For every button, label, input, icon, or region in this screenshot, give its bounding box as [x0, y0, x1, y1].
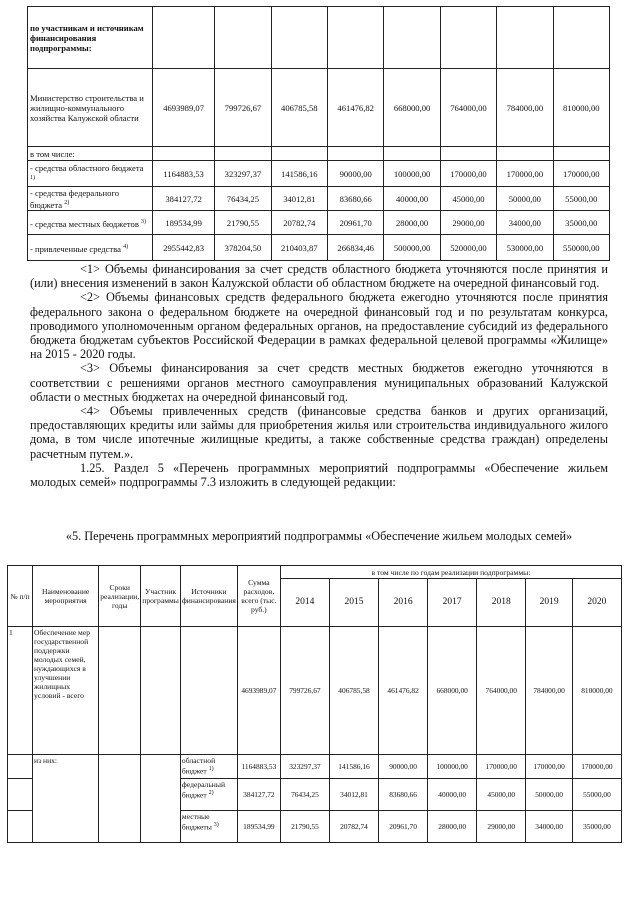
- source-label: федеральный бюджет $^{2)}$: [180, 779, 237, 811]
- of-them-label: из них:: [33, 755, 99, 843]
- table-cell: 40000,00: [428, 779, 477, 811]
- table-cell: 20961,70: [328, 211, 384, 235]
- table-cell: 461476,82: [379, 627, 428, 755]
- row-label: - средства федерального бюджета $^{2)}$: [28, 187, 153, 211]
- table-cell: 35000,00: [572, 811, 621, 843]
- table-cell: 100000,00: [384, 161, 440, 187]
- col-header-year: 2017: [428, 579, 477, 627]
- source-label: местные бюджеты $^{3)}$: [180, 811, 237, 843]
- footnote-4: <4> Объемы привлеченных средств (финансовые средства банков и других организаций, предоставляющих кредиты или займы для приобретения жилья или строительства индивидуального жилого дома, в том числе ипотечные жилищные кредиты, а также собственные средства граждан) определены расчетным путем.».: [30, 404, 608, 461]
- table-cell: 406785,58: [271, 69, 327, 147]
- table-cell: 40000,00: [384, 187, 440, 211]
- footnote-1: <1> Объемы финансирования за счет средств областного бюджета уточняются после принятия и (или) внесения изменений в закон Калужской области об областном бюджете на очередной финансовый год.: [30, 262, 608, 291]
- table-cell: 323297,37: [215, 161, 271, 187]
- table-cell: 34012,81: [329, 779, 378, 811]
- table-cell: 500000,00: [384, 235, 440, 261]
- table-cell: 20961,70: [379, 811, 428, 843]
- table-cell: 764000,00: [440, 69, 496, 147]
- table-cell: 20782,74: [329, 811, 378, 843]
- table-cell: 45000,00: [477, 779, 526, 811]
- table-cell: 21790,55: [215, 211, 271, 235]
- table-cell: 189534,99: [153, 211, 215, 235]
- col-header-year: 2014: [280, 579, 329, 627]
- table-cell: 550000,00: [553, 235, 609, 261]
- table-row: [28, 7, 610, 69]
- section-heading: «5. Перечень программных мероприятий подпрограммы «Обеспечение жильем молодых семей»: [65, 529, 573, 543]
- col-header-terms: Сроки реализации, годы: [99, 566, 141, 627]
- table-row: [28, 187, 610, 211]
- row-label: Министерство строительства и жилищно-коммунального хозяйства Калужской области: [28, 69, 153, 147]
- table-cell: 50000,00: [526, 779, 573, 811]
- table-row: [28, 69, 610, 147]
- table-cell: 28000,00: [428, 811, 477, 843]
- col-header-source: Источники финансирования: [180, 566, 237, 627]
- col-header-year: 2015: [329, 579, 378, 627]
- table-cell: 141586,16: [329, 755, 378, 779]
- col-header-year: 2016: [379, 579, 428, 627]
- row-label: - привлеченные средства $^{4)}$: [28, 235, 153, 261]
- col-header-year: 2020: [572, 579, 621, 627]
- table-cell: 170000,00: [497, 161, 553, 187]
- table-cell: 170000,00: [440, 161, 496, 187]
- table-cell: 45000,00: [440, 187, 496, 211]
- table-cell: 799726,67: [280, 627, 329, 755]
- table-cell: 323297,37: [280, 755, 329, 779]
- table-cell: 34000,00: [497, 211, 553, 235]
- table-cell: 530000,00: [497, 235, 553, 261]
- table-cell: 799726,67: [215, 69, 271, 147]
- table-cell: 668000,00: [428, 627, 477, 755]
- table-cell: 83680,66: [328, 187, 384, 211]
- table-row: [28, 147, 610, 161]
- table-cell: 29000,00: [477, 811, 526, 843]
- table-cell: 784000,00: [497, 69, 553, 147]
- row-label: - средства местных бюджетов $^{3)}$: [28, 211, 153, 235]
- row-label: - средства областного бюджета $^{1)}$: [28, 161, 153, 187]
- col-header-participant: Участник программы: [141, 566, 181, 627]
- table-row: [28, 161, 610, 187]
- table-cell: 2955442,83: [153, 235, 215, 261]
- table-cell: 784000,00: [526, 627, 573, 755]
- table-cell: 170000,00: [572, 755, 621, 779]
- table-cell: 76434,25: [215, 187, 271, 211]
- table-cell: 50000,00: [497, 187, 553, 211]
- measures-table: [7, 565, 622, 843]
- table-cell: 100000,00: [428, 755, 477, 779]
- table-cell: 90000,00: [328, 161, 384, 187]
- table-cell: 55000,00: [553, 187, 609, 211]
- table-cell: 141586,16: [271, 161, 327, 187]
- table-cell: 76434,25: [280, 779, 329, 811]
- table-cell: 764000,00: [477, 627, 526, 755]
- footnote-3: <3> Объемы финансирования за счет средств местных бюджетов ежегодно уточняются в соответствии с решениями органов местного самоуправления муниципальных образований Калужской области о местных бюджетах на очередной финансовый год.: [30, 361, 608, 404]
- table-row: [8, 627, 622, 755]
- table-cell: 170000,00: [553, 161, 609, 187]
- table-cell: 34012,81: [271, 187, 327, 211]
- col-header-num: № п/п: [8, 566, 33, 627]
- table-header-label: по участникам и источникам финансирования подпрограммы:: [28, 7, 153, 69]
- table-cell: 520000,00: [440, 235, 496, 261]
- table-cell: 20782,74: [271, 211, 327, 235]
- table-cell: 406785,58: [329, 627, 378, 755]
- table-cell: 1164883,53: [237, 755, 280, 779]
- item-name: Обеспечение мер государственной поддержки молодых семей, нуждающихся в улучшении жилищных условий - всего: [33, 627, 99, 755]
- item-number: 1: [8, 627, 33, 755]
- table-cell: 4693989,07: [153, 69, 215, 147]
- table-cell: 21790,55: [280, 811, 329, 843]
- col-header-by-years: в том числе по годам реализации подпрограммы:: [280, 566, 621, 579]
- table-cell: 29000,00: [440, 211, 496, 235]
- financing-table: [27, 6, 610, 261]
- table-cell: 378204,50: [215, 235, 271, 261]
- table-cell: 1164883,53: [153, 161, 215, 187]
- table-cell: 810000,00: [553, 69, 609, 147]
- table-cell: 668000,00: [384, 69, 440, 147]
- table-cell: 810000,00: [572, 627, 621, 755]
- col-header-name: Наименование мероприятия: [33, 566, 99, 627]
- table-cell: 35000,00: [553, 211, 609, 235]
- table-cell: 461476,82: [328, 69, 384, 147]
- col-header-year: 2018: [477, 579, 526, 627]
- col-header-year: 2019: [526, 579, 573, 627]
- table-row: [28, 235, 610, 261]
- table-header-row: [8, 566, 622, 579]
- source-label: областной бюджет $^{1)}$: [180, 755, 237, 779]
- table-row: [8, 755, 622, 779]
- table-cell: 4693989,07: [237, 627, 280, 755]
- table-cell: 83680,66: [379, 779, 428, 811]
- table-cell: 384127,72: [153, 187, 215, 211]
- table-cell: 189534,99: [237, 811, 280, 843]
- row-label: в том числе:: [28, 147, 153, 161]
- table-cell: 28000,00: [384, 211, 440, 235]
- table-cell: 266834,46: [328, 235, 384, 261]
- table-cell: 90000,00: [379, 755, 428, 779]
- table-row: [28, 211, 610, 235]
- col-header-sum: Сумма расходов, всего (тыс. руб.): [237, 566, 280, 627]
- footnotes-text: [30, 262, 608, 489]
- table-cell: 170000,00: [477, 755, 526, 779]
- table-cell: 170000,00: [526, 755, 573, 779]
- amendment-paragraph: 1.25. Раздел 5 «Перечень программных мероприятий подпрограммы «Обеспечение жильем молодых семей» подпрограммы 7.3 изложить в следующей редакции:: [30, 460, 608, 490]
- table-cell: 384127,72: [237, 779, 280, 811]
- footnote-2: <2> Объемы финансовых средств федерального бюджета ежегодно уточняются после принятия федерального закона о федеральном бюджете на очередной финансовый год и по результатам конкурса, проводимого уполномоченным органом федеральных органов, на предоставление субсидий из федерального бюджета бюджетам субъектов Российской Федерации в рамках федеральной целевой программы «Жилище» на 2015 - 2020 годы.: [30, 290, 608, 362]
- table-cell: 34000,00: [526, 811, 573, 843]
- table-cell: 210403,87: [271, 235, 327, 261]
- table-cell: 55000,00: [572, 779, 621, 811]
